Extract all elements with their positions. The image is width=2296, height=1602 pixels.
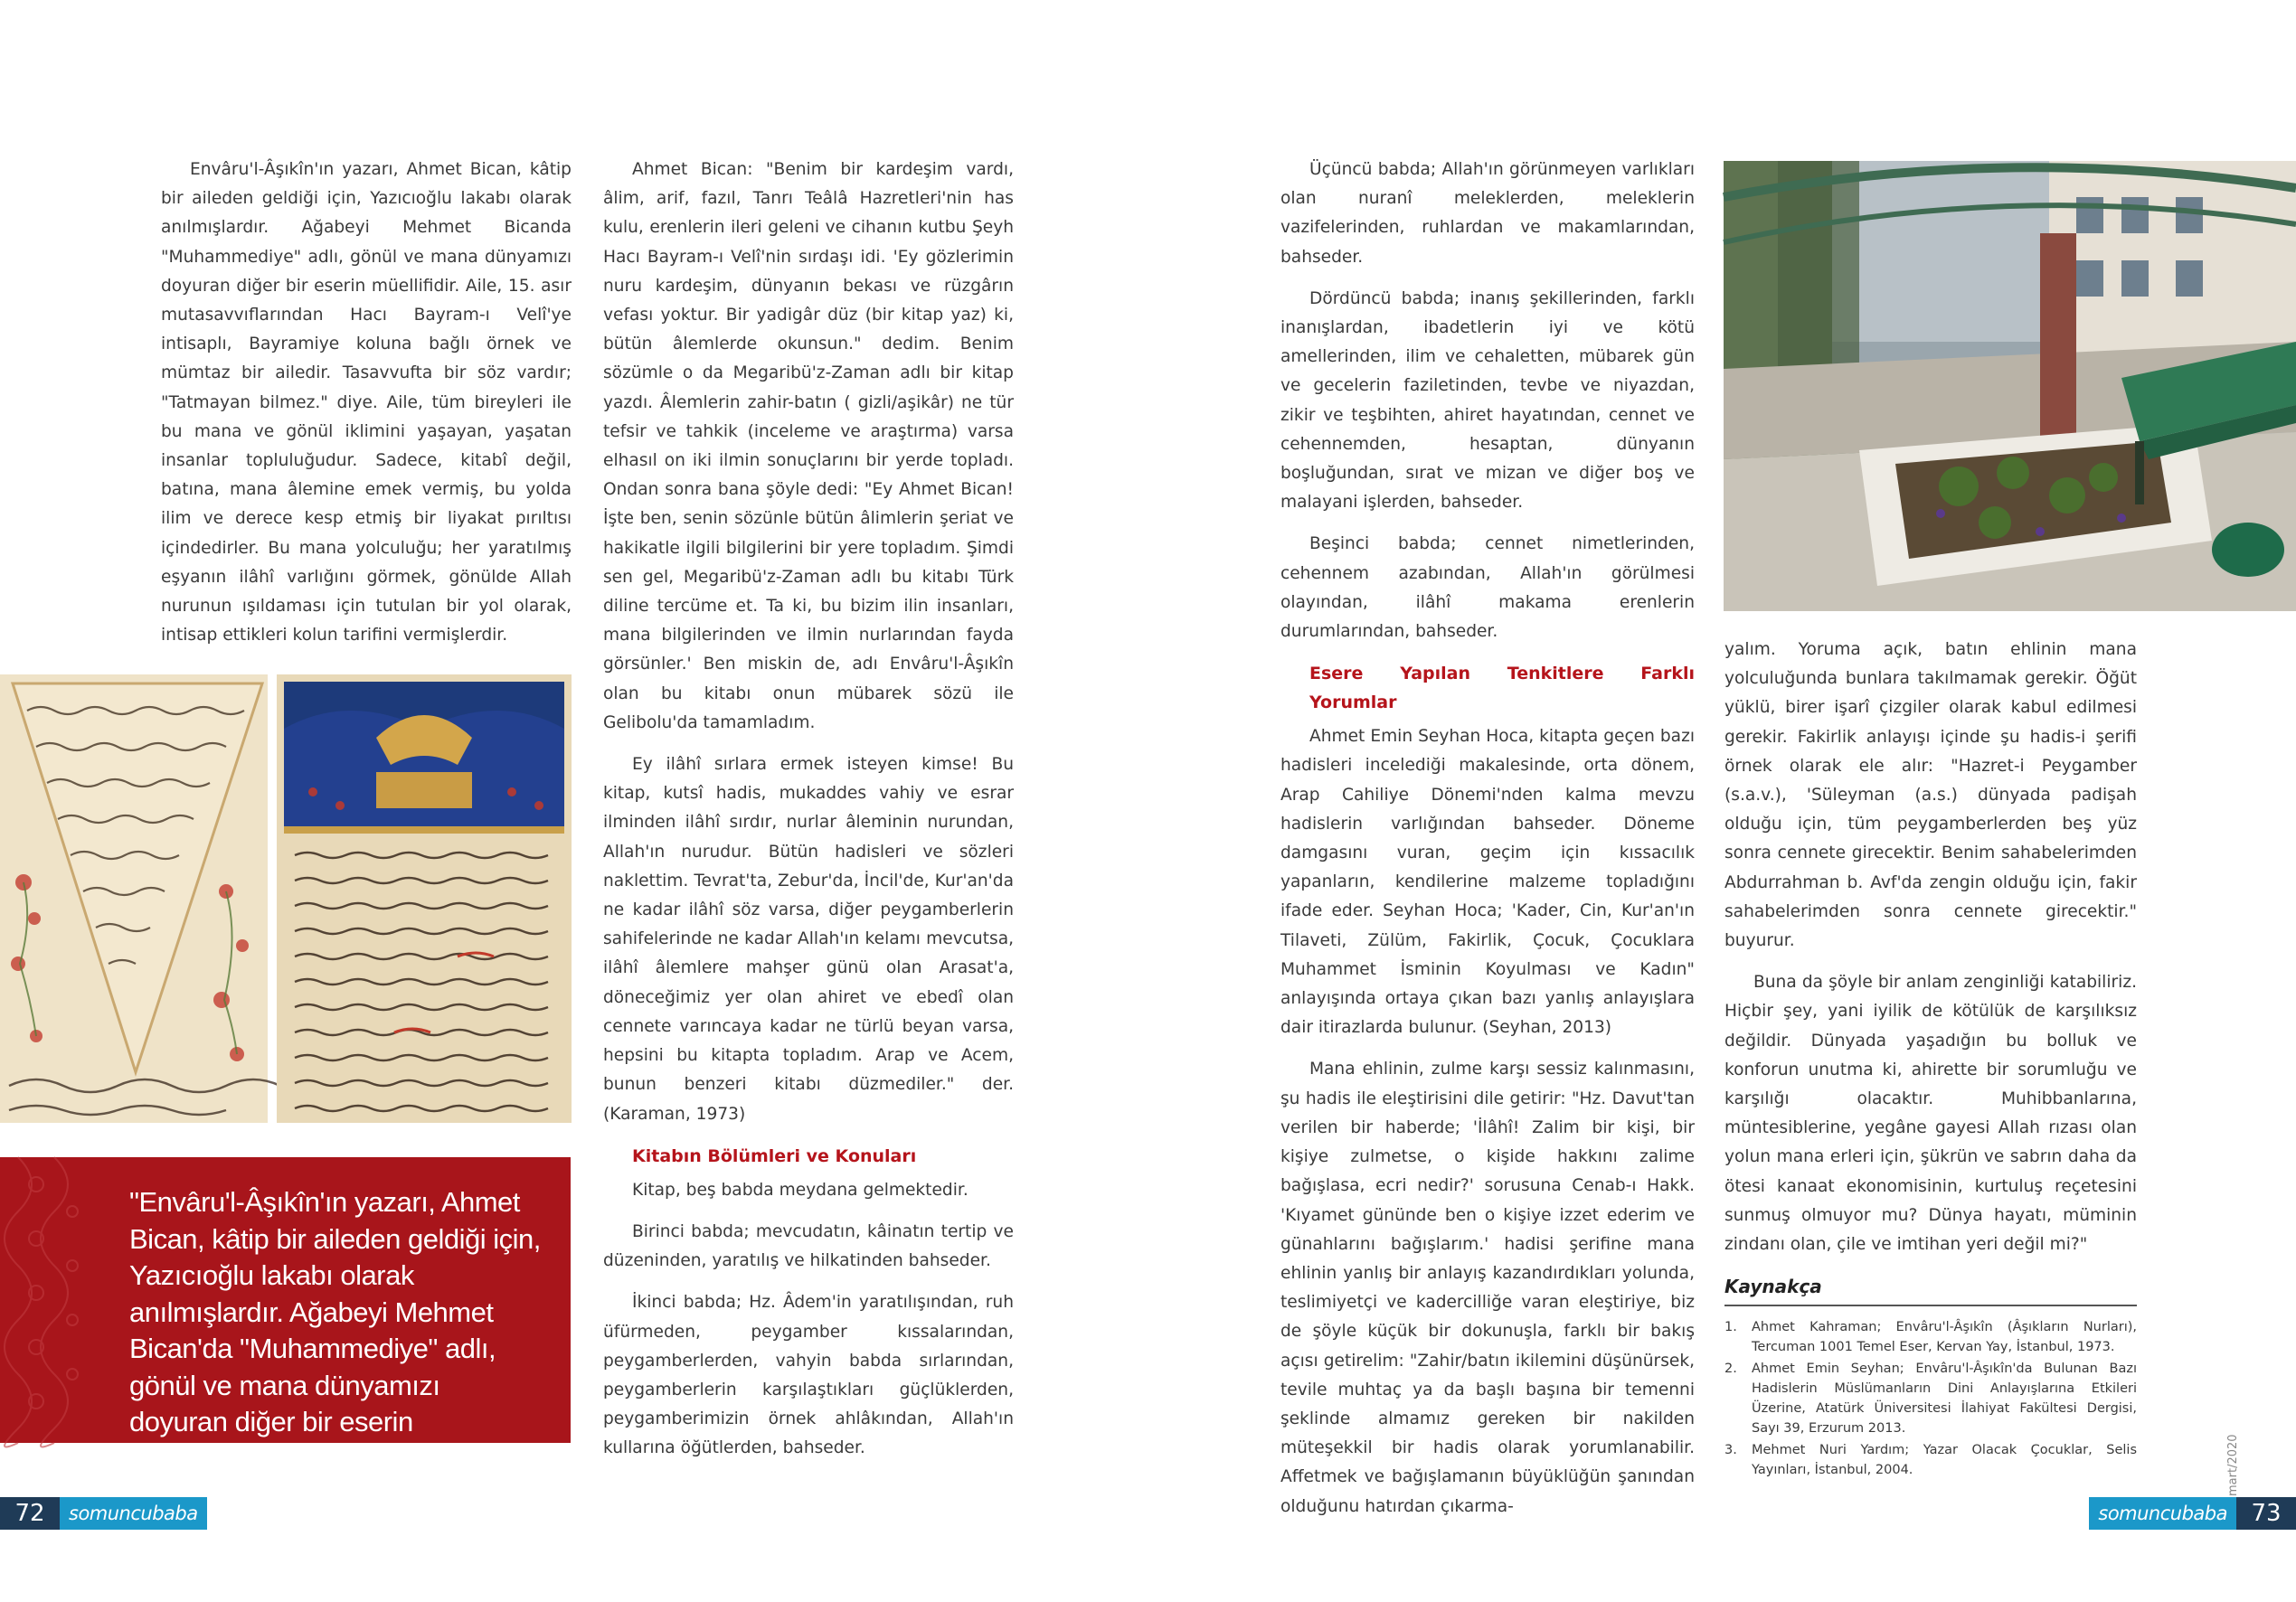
column-2 bbox=[603, 155, 1014, 1476]
brand-logo-right: somuncubaba bbox=[2089, 1497, 2236, 1530]
column-4 bbox=[1724, 636, 2137, 1482]
pull-quote-box bbox=[0, 1157, 571, 1475]
paragraph: Ahmet Bican: "Benim bir kardeşim vardı, âlim, arif, fazıl, Tanrı Teâlâ Hazretleri'nin has kulu, erenlerin ileri geleni ve cihanın kutbu Şeyh Hacı Bayram-ı Velî'nin sırdaşı idi. 'Ey gözlerimin nuru kardeşim, dünyanın bekası ve rüzgârın vefası yoktur. Bir yadigâr düz (bir kitap yaz) ki, bütün âlemlerde okunsun." dedim. Benim sözümle o da Megaribü'z-Zaman adlı bir kitap yazdı. Âlemlerin zahir-batın ( gizli/aşikâr) ne tür tefsir ve tahkik (inceleme ve araştırma) varsa elhasıl on iki ilmin sonuçlarını bir yerde topladı. Ondan sonra bana şöyle dedi: "Ey Ahmet Bican! İşte ben, senin sözünle bütün âlimlerin şeriat ve hakikatle ilgili bilgilerini bir yere topladım. Şimdi sen gel, Megaribü'z-Zaman adlı bu kitabı Türk diline tercüme et. Ta ki, bu bizim ilin insanları, mana bilgilerinden ve ilmin nurlarından fayda görsünler.' Ben miskin de, adı Envâru'l-Âşıkîn olan bu kitabı onun mübarek sözü ile Gelibolu'da tamamladım. bbox=[603, 160, 1014, 732]
paragraph: Mana ehlinin, zulme karşı sessiz kalınmasını, şu hadis ile eleştirisini dile getirir: "Hz. Davut'tan verilen bir haberde; 'İlâhî! Zalim bir kişi, bir kişiye zulmetse, o kişide hakkını zalime bağışlasa, ecri nedir?' sorusuna Cenab-ı Hakk. 'Kıyamet gününde ben o kişiye izzet ederim ve günahlarını bağışlarım.' hadisi şerifine mana ehlinin yanlış bir anlayış kazandırdıkları yolunda, teslimiyetçi ve kadercilliğe varan eleştiriye, biz de şöyle küçük bir dokunuşla, farklı bir bakış açısı getirelim: "Zahir/batın ikilemini düşünürsek, tevile muhtaç ya da başlı başına bir temenni şeklinde almamız gereken bir nakilden müteşekkil bir hadis olarak yorumlanabilir. Affetmek ve bağışlamanın büyüklüğün şanından olduğunu hatırdan çıkarma- bbox=[1280, 1060, 1695, 1516]
paragraph: Envâru'l-Âşıkîn'ın yazarı, Ahmet Bican, kâtip bir aileden geldiği için, Yazıcıoğlu lakabı olarak anılmışlardır. Ağabeyi Mehmet Bicanda "Muhammediye" adlı, gönül ve mana dünyamızı doyuran diğer bir eserin müellifidir. Aile, 15. asır mutasavvıflarından Hacı Bayram-ı Velî'ye intisaplı, Bayramiye koluna bağlı örnek ve mümtaz bir ailedir. Tasavvufta bir söz vardır; "Tatmayan bilmez." diye. Aile, tüm bireyleri ile bu mana ve gönül iklimini yaşayan, yaşatan insanlar topluluğudur. Sadece, kitabî değil, batına, mana âlemine emek vermiş, bu yolda ilim ve derece kesp etmiş bir liyakat pırıltısı içindedirler. Bu mana yolculuğu; her yaratılmış eşyanın ilâhî varlığını görmek, gönülde Allah nurunun ışıldaması için tutulan bir yol olarak, intisap ettikleri kolun tarifini vermişlerdir. bbox=[161, 160, 572, 646]
references-title: Kaynakça bbox=[1724, 1272, 2137, 1306]
paragraph: Kitap, beş babda meydana gelmektedir. bbox=[632, 1180, 968, 1200]
reference-item: 2. Ahmet Emin Seyhan; Envâru'l-Âşıkîn'da Bulunan Bazı Hadislerin Müslümanların Dini Anlayışlarına Etkileri Üzerine, Atatürk Üniversitesi İlahiyat Fakültesi Dergisi, Sayı 39, Erzurum 2013. bbox=[1724, 1362, 2137, 1437]
paragraph: Beşinci babda; cennet nimetlerinden, cehennem azabından, Allah'ın görülmesi olayından, ilâhî makama erenlerin durumlarından, bahseder. bbox=[1280, 534, 1695, 642]
paragraph: Ey ilâhî sırlara ermek isteyen kimse! Bu kitap, kutsî hadis, mukaddes vahiy ve esrar ilminden ilâhî sırdır, nurlar âleminin nurundan, Allah'ın nurudur. Bütün hadisleri ve sözleri naklettim. Tevrat'ta, Zebur'da, İncil'de, Kur'an'da ne kadar ilâhî söz varsa, diğer peygamberlerin sahifelerinde ne kadar Allah'ın kelamı mevcutsa, ilâhî âlemlere mahşer günü olan Arasat'a, döneceğimiz yer olan ahiret ve ebedî olan cennete varıncaya kadar ne türlü beyan varsa, hepsini bu kitapta topladım. Arap ve Acem, bunun benzeri kitabı düzmediler." der. (Karaman, 1973) bbox=[603, 755, 1014, 1124]
column-1 bbox=[161, 155, 572, 663]
paragraph: Üçüncü babda; Allah'ın görünmeyen varlıkları olan nuranî meleklerden, meleklerin vazifelerinden, ruhlardan ve makamlarından, bahseder. bbox=[1280, 160, 1695, 267]
tomb-photo bbox=[1724, 161, 2296, 611]
page-number-left: 72 bbox=[0, 1497, 60, 1530]
section-heading: Kitabın Bölümleri ve Konuları bbox=[632, 1145, 917, 1166]
references-list bbox=[1724, 1317, 2137, 1480]
section-heading: Esere Yapılan Tenkitlere Farklı Yorumlar bbox=[1309, 664, 1695, 713]
paragraph: Birinci babda; mevcudatın, kâinatın tertip ve düzeninden, yaratılış ve hilkatinden bahseder. bbox=[603, 1221, 1014, 1271]
pull-quote-text: "Envâru'l-Âşıkîn'ın yazarı, Ahmet Bican, kâtip bir aileden geldiği için, Yazıcıoğlu lakabı olarak anılmışlardır. Ağabeyi Mehmet Bican'da "Muhammediye" adlı, gönül ve mana dünyamızı doyuran diğer bir eserin müellifidir." bbox=[129, 1186, 541, 1475]
footer-right bbox=[2089, 1497, 2296, 1530]
paragraph: yalım. Yoruma açık, batın ehlinin mana yolculuğunda bunlara takılmamak gerekir. Öğüt yüklü, birer işarî çizgiler olarak kabul edilmesi gerekir. Fakirlik anlayışı içinde şu hadis-i şerifi örnek olarak ele alır: "Hazret-i Peygamber (s.a.v.), 'Süleyman (a.s.) dünyada padişah olduğu için, tüm peygamberlerden beş yüz sonra cennete girecektir. Benim sahabelerimden Abdurrahman b. Avf'da zengin olduğu için, fakir sahabelerimden sonra cennete girecektir." buyurur. bbox=[1724, 640, 2137, 951]
paragraph: Ahmet Emin Seyhan Hoca, kitapta geçen bazı hadisleri incelediği makalesinde, orta dönem, Arap Cahiliye Dönemi'nden kalma mevzu hadislerin varlığından bahseder. Döneme damgasını vuran, geçim için kıssacılık yapanların, kendilerine malzeme topladığını ifade eder. Seyhan Hoca; 'Kader, Cin, Kur'an'ın Tilaveti, Zülüm, Fakirlik, Çocuk, Çocuklara Muhammet İsminin Koyulması ve Kadın" anlayışında ortaya çıkan bazı yanlış anlayışlara dair itirazlarda bulunur. (Seyhan, 2013) bbox=[1280, 727, 1695, 1038]
issue-date: mart/2020 bbox=[2226, 1434, 2240, 1496]
manuscript-image-right bbox=[277, 674, 572, 1123]
paragraph: Buna da şöyle bir anlam zenginliği katabiliriz. Hiçbir şey, yani iyilik de kötülük de karşılıksız değildir. Dünyada yaşadığın bu bolluk ve konforun unutma ki, ahirette bir sorumluğu ve karşılığı olacaktır. Muhibbanlarına, müntesiblerine, yegâne gayesi Allah rızası olan yolun mana erleri için, şükrün ve sabrın daha da ötesi kanaat ekonomisinin, kurtuluş reçetesini sunmuş olmuyor mu? Dünya hayatı, müminin zindanı olan, çile ve imtihan yeri değil mi?" bbox=[1724, 973, 2137, 1255]
paragraph: İkinci babda; Hz. Âdem'in yaratılışından, ruh üfürmeden, peygamber kıssalarından, peygamberlerden, vahyin babda sırlarından, peygamberlerin karşılaştıkları güçlüklerden, peygamberimizin örnek ahlâkından, Allah'ın kullarına öğütlerden, bahseder. bbox=[603, 1293, 1014, 1458]
reference-item: 3. Mehmet Nuri Yardım; Yazar Olacak Çocuklar, Selis Yayınları, İstanbul, 2004. bbox=[1724, 1443, 2137, 1478]
manuscript-image-left bbox=[0, 674, 268, 1123]
ornament-pattern bbox=[0, 1157, 90, 1443]
column-3 bbox=[1280, 155, 1695, 1534]
reference-item: 1. Ahmet Kahraman; Envâru'l-Âşıkîn (Âşıkların Nurları), Tercuman 1001 Temel Eser, Kervan Yay, İstanbul, 1973. bbox=[1724, 1320, 2137, 1355]
footer-left bbox=[0, 1497, 207, 1530]
brand-logo-left: somuncubaba bbox=[60, 1497, 207, 1530]
paragraph: Dördüncü babda; inanış şekillerinden, farklı inanışlardan, ibadetlerin iyi ve kötü amellerinden, ilim ve cehaletten, mübarek gün ve gecelerin faziletinden, tevbe ve niyazdan, zikir ve teşbihten, ahiret hayatından, cennet ve cehennemden, hesaptan, dünyanın boşluğundan, sırat ve mizan ve diğer boş ve malayani işlerden, bahseder. bbox=[1280, 288, 1695, 513]
page-number-right: 73 bbox=[2236, 1497, 2296, 1530]
